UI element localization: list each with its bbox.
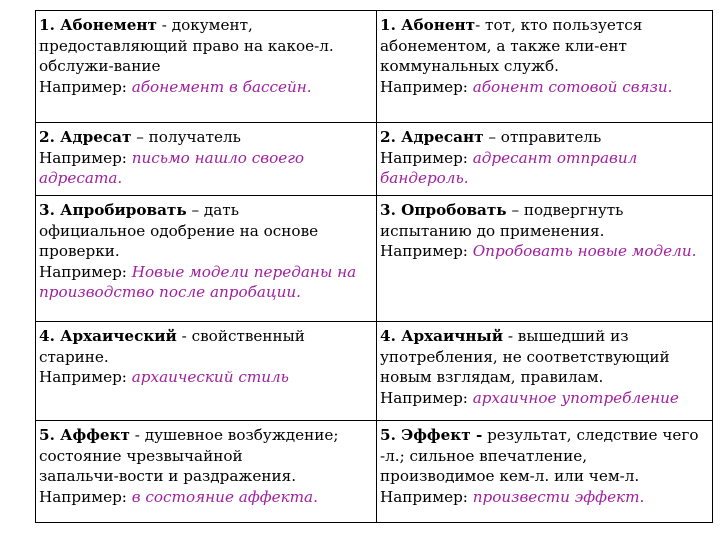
example-text: адресант отправил: [472, 148, 638, 167]
definition-text: новым взглядам, правилам.: [380, 368, 604, 387]
definition-cell: [377, 421, 713, 523]
definition-text: - тот, кто пользуется: [475, 16, 643, 34]
example-prefix: Например:: [380, 388, 473, 407]
definition-cell: [377, 196, 713, 322]
example-text: архаичное употребление: [472, 388, 679, 407]
definition-text: абонементом, а также кли-ент: [380, 36, 627, 55]
definition-cell: [377, 11, 713, 123]
definition-text: официальное одобрение на основе: [39, 221, 319, 240]
example-text: Новые модели переданы на: [131, 262, 357, 281]
table-row: [36, 322, 713, 421]
definition-text: проверки.: [39, 242, 120, 261]
definition-cell: [36, 322, 377, 421]
table-row: [36, 123, 713, 196]
definition-text: употребления, не соответствующий: [380, 347, 670, 366]
definition-text: запальчи-вости и раздражения.: [39, 467, 297, 486]
table-row: [36, 11, 713, 123]
example-text: в состояние аффекта.: [131, 487, 318, 506]
example-prefix: Например:: [380, 242, 473, 261]
definition-text: состояние чрезвычайной: [39, 446, 243, 465]
term: 1. Абонент: [380, 16, 476, 34]
definition-cell: [377, 123, 713, 196]
term: 4. Архаический: [39, 327, 177, 345]
term: 5. Эффект -: [380, 426, 483, 444]
example-prefix: Например:: [380, 148, 473, 167]
term: 2. Адресат: [39, 128, 132, 146]
example-text: Опробовать новые модели.: [472, 242, 697, 261]
term: 1. Абонемент: [39, 16, 157, 34]
definition-text: испытанию до применения.: [380, 221, 605, 240]
example-prefix: Например:: [380, 77, 473, 96]
table-row: [36, 196, 713, 322]
paronyms-table: [35, 10, 713, 523]
example-text: абонент сотовой связи.: [472, 77, 673, 96]
definition-cell: [36, 421, 377, 523]
definition-text: - душевное возбуждение;: [129, 426, 339, 444]
example-prefix: Например:: [39, 148, 132, 167]
term: 3. Опробовать: [380, 201, 507, 219]
example-text: бандероль.: [380, 169, 469, 188]
definition-cell: [36, 123, 377, 196]
definition-cell: [36, 196, 377, 322]
example-text: производство после апробации.: [39, 283, 301, 302]
term: 2. Адресант: [380, 128, 484, 146]
example-prefix: Например:: [39, 487, 132, 506]
term: 4. Архаичный: [380, 327, 504, 345]
definition-cell: [36, 11, 377, 123]
example-text: абонемент в бассейн.: [131, 77, 312, 96]
definition-text: – получатель: [131, 128, 241, 146]
definition-text: – дать: [186, 201, 239, 219]
definition-text: обслужи-вание: [39, 57, 161, 76]
definition-text: - свойственный: [176, 327, 305, 345]
definition-text: - вышедший из: [503, 327, 629, 345]
definition-cell: [377, 322, 713, 421]
example-text: произвести эффект.: [472, 487, 645, 506]
example-prefix: Например:: [39, 368, 132, 387]
example-text: архаический стиль: [131, 368, 289, 387]
definition-text: -л.; сильное впечатление,: [380, 446, 588, 465]
term: 3. Апробировать: [39, 201, 187, 219]
example-prefix: Например:: [39, 77, 132, 96]
definition-text: – подвергнуть: [506, 201, 624, 219]
definition-text: - документ,: [156, 16, 253, 34]
example-text: адресата.: [39, 169, 123, 188]
example-text: письмо нашло своего: [131, 148, 305, 167]
definition-text: коммунальных служб.: [380, 57, 559, 76]
example-prefix: Например:: [39, 262, 132, 281]
definition-text: старине.: [39, 347, 109, 366]
example-prefix: Например:: [380, 487, 473, 506]
definition-text: – отправитель: [483, 128, 602, 146]
definition-text: предоставляющий право на какое-л.: [39, 36, 334, 55]
term: 5. Аффект: [39, 426, 130, 444]
definition-text: результат, следствие чего: [482, 426, 699, 444]
definition-text: производимое кем-л. или чем-л.: [380, 467, 640, 486]
table-row: [36, 421, 713, 523]
